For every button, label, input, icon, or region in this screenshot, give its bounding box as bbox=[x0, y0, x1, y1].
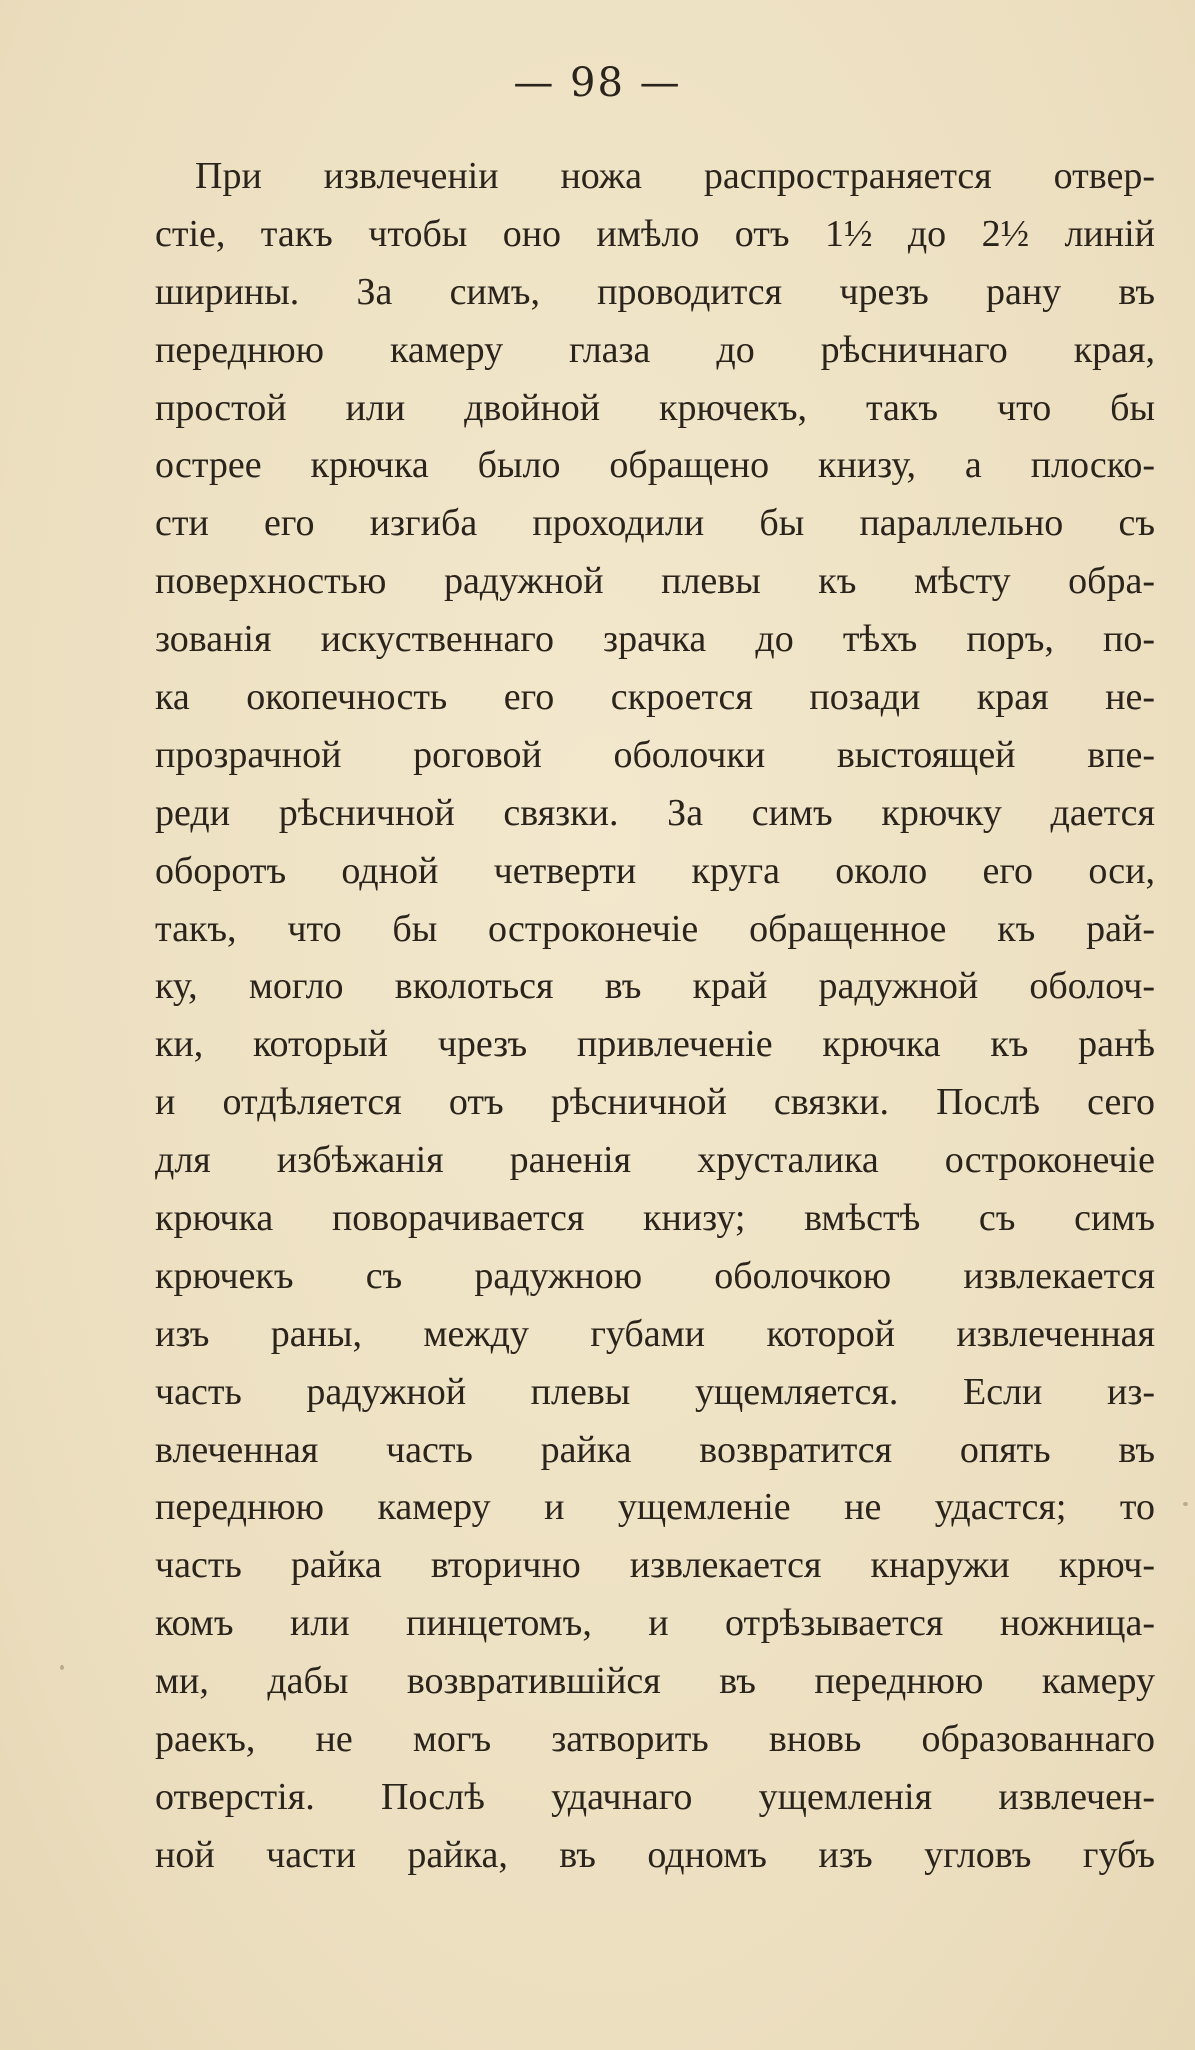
body-text bbox=[155, 148, 1155, 1885]
text-line: влеченная часть райка возвратится опять въ bbox=[155, 1428, 1155, 1471]
text-line: изъ раны, между губами которой извлеченная bbox=[155, 1312, 1155, 1355]
text-line: отверстія. Послѣ удачнаго ущемленія извлечен- bbox=[155, 1775, 1155, 1818]
paper-speck bbox=[60, 1665, 64, 1670]
text-line: сти его изгиба проходили бы параллельно съ bbox=[155, 502, 1155, 545]
text-line: и отдѣляется отъ рѣсничной связки. Послѣ сего bbox=[155, 1081, 1155, 1124]
text-line: стіе, такъ чтобы оно имѣло отъ 1½ до 2½ линій bbox=[155, 212, 1155, 255]
text-line: ка окопечность его скроется позади края не- bbox=[155, 676, 1155, 719]
text-line: часть райка вторично извлекается кнаружи крюч- bbox=[155, 1544, 1155, 1587]
text-line: ки, который чрезъ привлеченіе крючка къ ранѣ bbox=[155, 1023, 1155, 1066]
text-line: часть радужной плевы ущемляется. Если из- bbox=[155, 1370, 1155, 1413]
text-line: острее крючка было обращено книзу, а плоско- bbox=[155, 444, 1155, 487]
text-line: ми, дабы возвратившійся въ переднюю камеру bbox=[155, 1660, 1155, 1703]
text-line: для избѣжанія раненія хрусталика остроконечіе bbox=[155, 1139, 1155, 1182]
text-line: такъ, что бы остроконечіе обращенное къ рай- bbox=[155, 907, 1155, 950]
text-line: ку, могло вколоться въ край радужной оболоч- bbox=[155, 965, 1155, 1008]
text-line: поверхностью радужной плевы къ мѣсту обра- bbox=[155, 560, 1155, 603]
text-line: При извлеченіи ножа распространяется отвер- bbox=[195, 155, 1155, 197]
page-number: — 98 — bbox=[513, 60, 682, 106]
text-line: ширины. За симъ, проводится чрезъ рану въ bbox=[155, 270, 1155, 313]
text-line: оборотъ одной четверти круга около его оси, bbox=[155, 849, 1155, 892]
text-line: зованія искуственнаго зрачка до тѣхъ поръ, по- bbox=[155, 618, 1155, 661]
text-line: переднюю камеру глаза до рѣсничнаго края, bbox=[155, 328, 1155, 371]
text-line: раекъ, не могъ затворить вновь образованнаго bbox=[155, 1718, 1155, 1761]
paper-speck bbox=[1183, 1502, 1188, 1506]
text-line: комъ или пинцетомъ, и отрѣзывается ножница- bbox=[155, 1602, 1155, 1645]
text-line: прозрачной роговой оболочки выстоящей впе- bbox=[155, 733, 1155, 776]
text-line: крючка поворачивается книзу; вмѣстѣ съ симъ bbox=[155, 1197, 1155, 1240]
text-line: реди рѣсничной связки. За симъ крючку дается bbox=[155, 791, 1155, 834]
text-line: переднюю камеру и ущемленіе не удастся; то bbox=[155, 1486, 1155, 1529]
text-line: простой или двойной крючекъ, такъ что бы bbox=[155, 386, 1155, 429]
text-line: ной части райка, въ одномъ изъ угловъ губъ bbox=[155, 1833, 1155, 1876]
text-line: крючекъ съ радужною оболочкою извлекается bbox=[155, 1254, 1155, 1297]
